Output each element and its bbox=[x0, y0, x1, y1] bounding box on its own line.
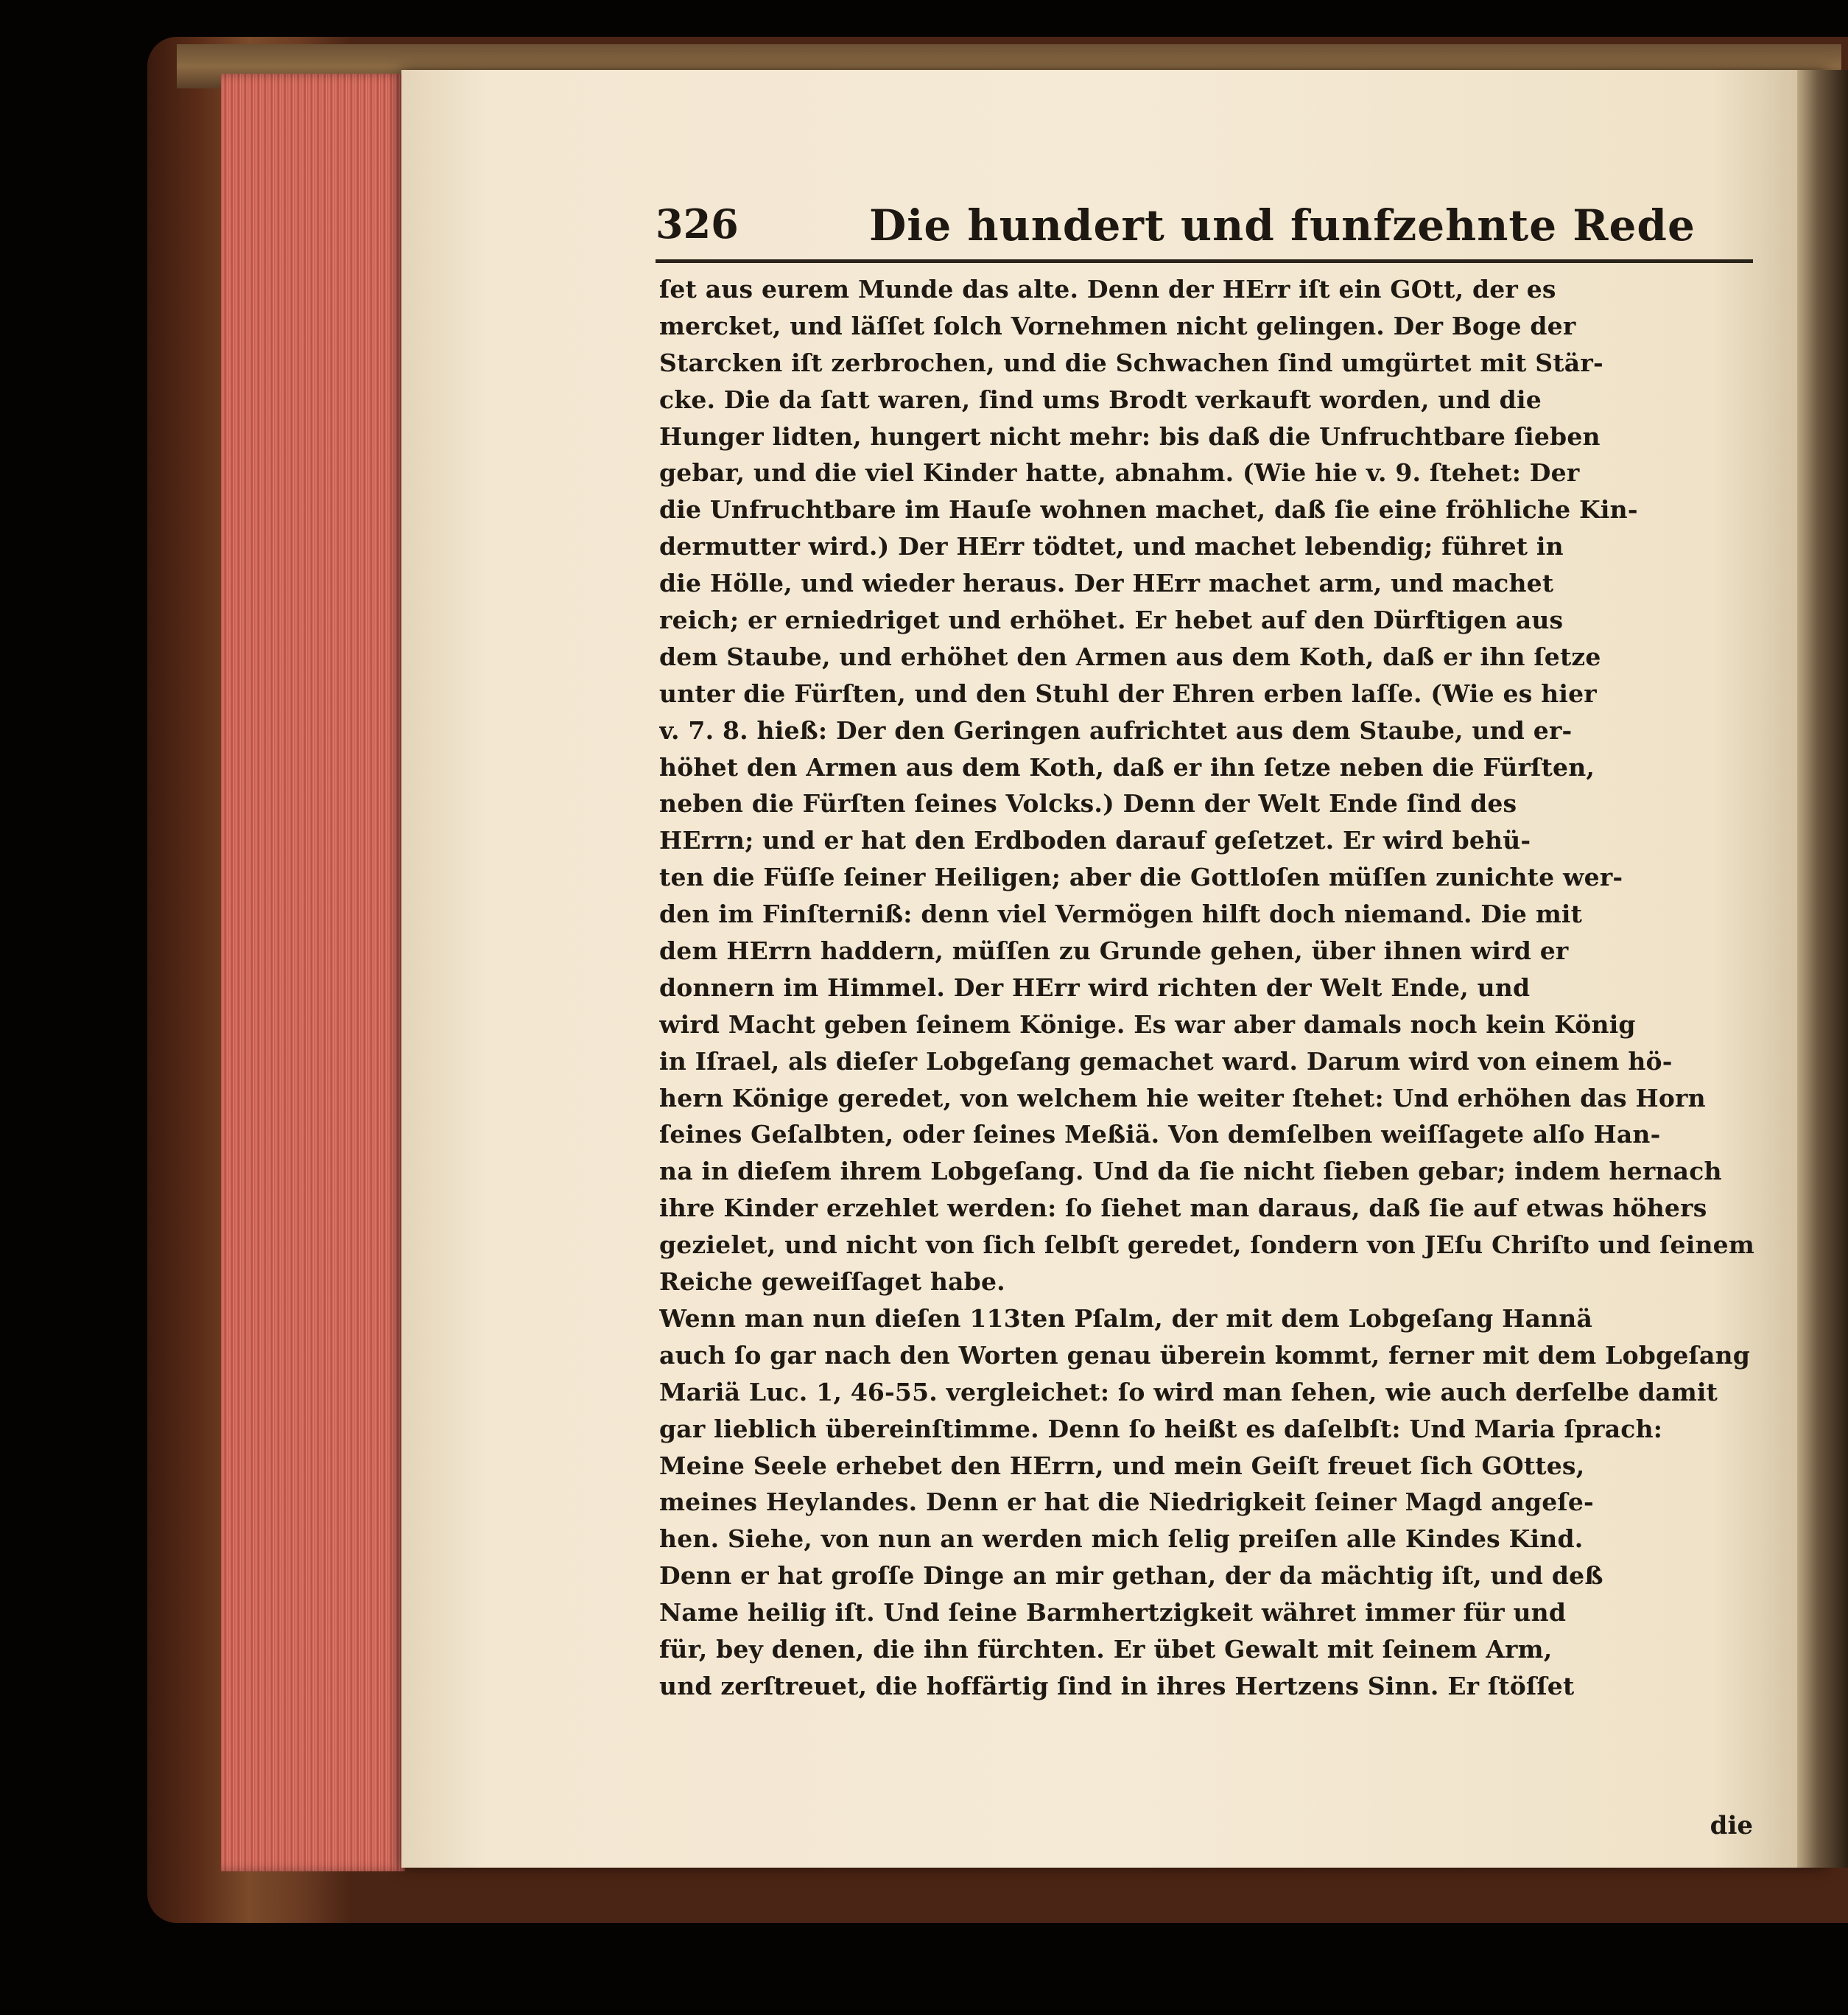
text-line: die Hölle, und wieder heraus. Der HErr machet arm, und machet bbox=[659, 569, 1554, 598]
text-line: neben die Fürſten ſeines Volcks.) Denn der Welt Ende ſind des bbox=[659, 789, 1517, 819]
text-line: ihre Kinder erzehlet werden: ſo ſiehet man daraus, daß ſie auf etwas höhers bbox=[659, 1194, 1707, 1223]
text-line: wird Macht geben ſeinem Könige. Es war aber damals noch kein König bbox=[659, 1009, 1636, 1039]
text-line: gar lieblich übereinſtimme. Denn ſo heißt es daſelbſt: Und Maria ſprach: bbox=[659, 1414, 1663, 1443]
page-header bbox=[656, 200, 1753, 253]
text-line: auch ſo gar nach den Worten genau überein kommt, ferner mit dem Lobgeſang bbox=[659, 1340, 1750, 1370]
text-line: ten die Füſſe ſeiner Heiligen; aber die Gottloſen müſſen zunichte wer- bbox=[659, 863, 1623, 892]
text-line: cke. Die da ſatt waren, ſind ums Brodt verkauft worden, und die bbox=[659, 385, 1542, 414]
text-line: meines Heylandes. Denn er hat die Niedrigkeit ſeiner Magd angeſe- bbox=[659, 1487, 1594, 1517]
text-line: Wenn man nun dieſen 113ten Pſalm, der mit dem Lobgeſang Hannä bbox=[659, 1303, 1593, 1333]
text-line: dermutter wird.) Der HErr tödtet, und machet lebendig; führet in bbox=[659, 532, 1564, 561]
text-line: gezielet, und nicht von ſich ſelbſt geredet, ſondern von JEſu Chriſto und ſeinem bbox=[659, 1230, 1754, 1260]
text-line: na in dieſem ihrem Lobgeſang. Und da ſie nicht ſieben gebar; indem hernach bbox=[659, 1157, 1722, 1186]
text-line: Denn er hat groſſe Dinge an mir gethan, der da mächtig iſt, und deß bbox=[659, 1561, 1603, 1591]
text-line: donnern im Himmel. Der HErr wird richten der Welt Ende, und bbox=[659, 973, 1531, 1002]
catchword: die bbox=[1710, 1811, 1753, 1840]
text-line: hen. Siehe, von nun an werden mich ſelig preiſen alle Kindes Kind. bbox=[659, 1524, 1584, 1554]
text-line: dem Staube, und erhöhet den Armen aus dem Koth, daß er ihn ſetze bbox=[659, 642, 1601, 671]
text-line: den im Finſterniß: denn viel Vermögen hilft doch niemand. Die mit bbox=[659, 900, 1583, 929]
book-gutter bbox=[1797, 70, 1848, 1868]
text-line: reich; er erniedriget und erhöhet. Er hebet auf den Dürftigen aus bbox=[659, 606, 1564, 635]
text-line: Name heilig iſt. Und ſeine Barmhertzigkeit währet immer für und bbox=[659, 1598, 1567, 1627]
text-line: Meine Seele erhebet den HErrn, und mein Geiſt freuet ſich GOttes, bbox=[659, 1451, 1585, 1480]
page-number: 326 bbox=[656, 200, 739, 248]
text-line: Mariä Luc. 1, 46-55. vergleichet: ſo wird man ſehen, wie auch derſelbe damit bbox=[659, 1377, 1718, 1406]
text-line: und zerſtreuet, die hoffärtig ſind in ihres Hertzens Sinn. Er ſtöſſet bbox=[659, 1671, 1575, 1700]
text-line: hern Könige geredet, von welchem hie weiter ſtehet: Und erhöhen das Horn bbox=[659, 1083, 1706, 1112]
text-line: in Iſrael, als dieſer Lobgeſang gemachet ward. Darum wird von einem hö- bbox=[659, 1046, 1673, 1076]
text-line: Reiche geweiſſaget habe. bbox=[659, 1267, 1005, 1297]
text-line: gebar, und die viel Kinder hatte, abnahm. (Wie hie v. 9. ſtehet: Der bbox=[659, 458, 1580, 488]
text-line: mercket, und läſſet ſolch Vornehmen nicht gelingen. Der Boge der bbox=[659, 311, 1576, 340]
text-line: ſet aus eurem Munde das alte. Denn der HErr iſt ein GOtt, der es bbox=[659, 275, 1556, 304]
page-edges bbox=[221, 74, 405, 1871]
text-line: HErrn; und er hat den Erdboden darauf geſetzet. Er wird behü- bbox=[659, 826, 1531, 855]
body-text bbox=[659, 271, 1757, 1811]
text-line: höhet den Armen aus dem Koth, daß er ihn ſetze neben die Fürſten, bbox=[659, 752, 1595, 782]
running-head: Die hundert und funfzehnte Rede bbox=[869, 200, 1696, 250]
text-line: unter die Fürſten, und den Stuhl der Ehren erben laſſe. (Wie es hier bbox=[659, 679, 1597, 708]
text-line: Hunger lidten, hungert nicht mehr: bis daß die Unfruchtbare ſieben bbox=[659, 421, 1601, 451]
text-line: für, bey denen, die ihn fürchten. Er übet Gewalt mit ſeinem Arm, bbox=[659, 1634, 1553, 1664]
text-line: die Unfruchtbare im Hauſe wohnen machet, daß ſie eine fröhliche Kin- bbox=[659, 495, 1638, 525]
header-rule bbox=[656, 259, 1753, 263]
text-line: Starcken iſt zerbrochen, und die Schwachen ſind umgürtet mit Stär- bbox=[659, 348, 1603, 377]
text-line: v. 7. 8. hieß: Der den Geringen aufrichtet aus dem Staube, und er- bbox=[659, 715, 1573, 745]
text-line: dem HErrn haddern, müſſen zu Grunde gehen, über ihnen wird er bbox=[659, 936, 1569, 966]
text-line: ſeines Geſalbten, oder ſeines Meßiä. Von demſelben weiſſagete alſo Han- bbox=[659, 1120, 1661, 1149]
